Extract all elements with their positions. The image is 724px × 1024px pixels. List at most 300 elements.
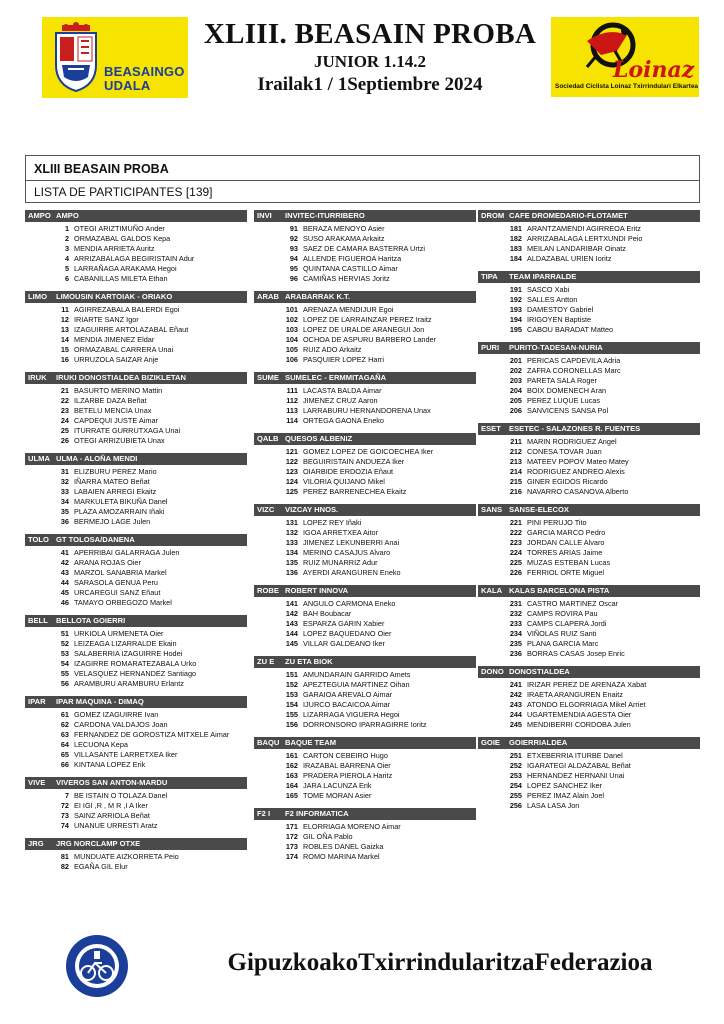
rider-number: 41: [60, 548, 69, 557]
rider-name: MARZOL SANABRIA Markel: [74, 568, 167, 577]
team-block: [25, 210, 247, 284]
rider-name: VILLASANTE LARRETXEA Iker: [74, 750, 178, 759]
rider-name: ALDAZABAL URIEN Ioritz: [527, 254, 612, 263]
rider-number: 141: [285, 599, 298, 608]
team-name: IPAR MAQUINA - DIMAQ: [56, 697, 144, 706]
rider-number: 26: [60, 436, 69, 445]
team-name: LIMOUSIN KARTOIAK - ORIAKO: [56, 292, 173, 301]
rider-name: FERNANDEZ DE GOROSTIZA MITXELE Aimar: [74, 730, 230, 739]
team-code: BAQU: [257, 738, 280, 747]
team-name: ULMA - ALOÑA MENDI: [56, 454, 138, 463]
rider-number: 154: [285, 700, 298, 709]
rider-name: MUNDUATE AIZKORRETA Peio: [74, 852, 179, 861]
rider-row: [478, 518, 700, 528]
team-block: [478, 585, 700, 659]
rider-name: IRIZAR PEREZ DE ARENAZA Xabat: [527, 680, 647, 689]
team-name: VIZCAY HNOS.: [285, 505, 339, 514]
rider-name: ESPARZA GARIN Xabier: [303, 619, 385, 628]
team-code: INVI: [257, 211, 272, 220]
rider-row: [25, 558, 247, 568]
rider-number: 162: [285, 761, 298, 770]
rider-row: [25, 750, 247, 760]
rider-row: [254, 315, 476, 325]
rider-row: [254, 518, 476, 528]
team-code: ARAB: [257, 292, 279, 301]
rider-row: [25, 588, 247, 598]
team-name: CAFE DROMEDARIO-FLOTAMET: [509, 211, 628, 220]
rider-name: CARTON CEBEIRO Hugo: [303, 751, 388, 760]
rider-number: 174: [285, 852, 298, 861]
rider-number: 164: [285, 781, 298, 790]
rider-name: IZAGUIRRE ARTOLAZABAL Eñaut: [74, 325, 189, 334]
rider-name: CASTRO MARTINEZ Oscar: [527, 599, 619, 608]
team-header: [254, 504, 476, 516]
rider-name: JORDAN CALLE Alvaro: [527, 538, 605, 547]
rider-name: ROBLES DANEL Gaizka: [303, 842, 384, 851]
rider-number: 64: [60, 740, 69, 749]
team-header: [254, 808, 476, 820]
rider-number: 195: [509, 325, 522, 334]
rider-number: 95: [289, 264, 298, 273]
rider-row: [478, 548, 700, 558]
rider-row: [25, 760, 247, 770]
rider-name: MENDIBERRI CORDOBA Julen: [527, 720, 631, 729]
rider-number: 122: [285, 457, 298, 466]
rider-name: ELORRIAGA MORENO Aimar: [303, 822, 401, 831]
rider-number: 73: [60, 811, 69, 820]
rider-row: [25, 396, 247, 406]
rider-row: [478, 356, 700, 366]
rider-row: [25, 517, 247, 527]
rider-name: PLAZA AMOZARRAIN Iñaki: [74, 507, 165, 516]
rider-name: PLANA GARCIA Marc: [527, 639, 599, 648]
right-logo-brand: Loinaz: [613, 57, 695, 83]
rider-row: [478, 437, 700, 447]
rider-name: SALABERRIA IZAGUIRRE Hodei: [74, 649, 183, 658]
rider-name: ARRIZABALAGA BEGIRISTAIN Adur: [74, 254, 195, 263]
rider-name: LACASTA BALDA Aimar: [303, 386, 382, 395]
team-code: DROM: [481, 211, 505, 220]
team-block: [478, 666, 700, 730]
race-category: JUNIOR 1.14.2: [314, 52, 426, 71]
rider-name: JIMENEZ CRUZ Aaron: [303, 396, 378, 405]
team-block: [254, 656, 476, 730]
rider-name: OIARBIDE ERDOZIA Eñaut: [303, 467, 394, 476]
rider-row: [25, 720, 247, 730]
rider-name: IÑARRA MATEO Beñat: [74, 477, 150, 486]
rider-row: [25, 477, 247, 487]
rider-number: 231: [509, 599, 522, 608]
team-header: [478, 423, 700, 435]
team-header: [478, 342, 700, 354]
rider-number: 216: [509, 487, 522, 496]
rider-number: 236: [509, 649, 522, 658]
rider-row: [254, 234, 476, 244]
coat-of-arms-icon: [48, 21, 104, 93]
rider-number: 106: [285, 355, 298, 364]
rider-number: 245: [509, 720, 522, 729]
team-block: [478, 423, 700, 497]
list-subtitle: LISTA DE PARTICIPANTES [139]: [34, 185, 213, 199]
rider-number: 114: [286, 416, 298, 425]
rider-number: 214: [509, 467, 522, 476]
rider-number: 203: [509, 376, 522, 385]
rider-row: [254, 254, 476, 264]
team-name: F2 INFORMATICA: [285, 809, 349, 818]
rider-name: RUIZ ADO Arkaitz: [303, 345, 362, 354]
rider-number: 222: [509, 528, 522, 537]
team-name: BELLOTA GOIERRI: [56, 616, 126, 625]
rider-row: [254, 538, 476, 548]
rider-number: 252: [509, 761, 522, 770]
rider-number: 155: [285, 710, 298, 719]
rider-row: [254, 852, 476, 862]
rider-number: 131: [285, 518, 298, 527]
team-name: PURITO-TADESAN-NURIA: [509, 343, 603, 352]
rider-row: [254, 720, 476, 730]
rider-number: 211: [510, 437, 522, 446]
rider-row: [478, 305, 700, 315]
rider-name: IRAZABAL BARRENA Oier: [303, 761, 391, 770]
rider-name: GARAIOA AREVALO Aimar: [303, 690, 393, 699]
rider-name: CAMPS ROVIRA Pau: [527, 609, 598, 618]
rider-row: [254, 771, 476, 781]
rider-number: 7: [64, 791, 69, 800]
rider-row: [25, 659, 247, 669]
rider-number: 12: [60, 315, 69, 324]
team-code: ESET: [481, 424, 501, 433]
rider-name: SAEZ DE CAMARA BASTERRA Urtzi: [303, 244, 426, 253]
rider-number: 82: [60, 862, 69, 871]
rider-number: 96: [289, 274, 298, 283]
rider-name: GARCIA MARCO Pedro: [527, 528, 606, 537]
team-code: F2 I: [257, 809, 271, 818]
rider-number: 243: [509, 700, 522, 709]
rider-name: DORRONSORO IPARRAGIRRE Ioritz: [303, 720, 427, 729]
rider-number: 91: [289, 224, 298, 233]
team-code: ROBE: [257, 586, 279, 595]
rider-row: [254, 467, 476, 477]
rider-number: 225: [509, 558, 522, 567]
rider-number: 125: [285, 487, 298, 496]
rider-row: [254, 396, 476, 406]
rider-number: 22: [60, 396, 69, 405]
rider-name: PRADERA PIEROLA Haritz: [303, 771, 393, 780]
rider-name: HERNANDEZ HERNANI Unai: [527, 771, 625, 780]
team-header: [25, 453, 247, 465]
rider-name: PEREZ LUQUE Lucas: [527, 396, 600, 405]
rider-name: URRUZOLA SAIZAR Anje: [74, 355, 159, 364]
rider-name: ORTEGA GAONA Eneko: [303, 416, 384, 425]
team-block: [478, 504, 700, 578]
rider-name: LEIZEAGA LIZARRALDE Ekain: [74, 639, 177, 648]
rider-number: 111: [286, 386, 298, 395]
rider-name: LARRAÑAGA ARAKAMA Hegoi: [74, 264, 177, 273]
rider-number: 23: [60, 406, 69, 415]
rider-name: VELASQUEZ HERNANDEZ Santiago: [74, 669, 197, 678]
rider-name: APERRIBAI GALARRAGA Julen: [74, 548, 180, 557]
rider-name: URCAREGUI SANZ Eñaut: [74, 588, 161, 597]
beasaingo-udala-logo: [42, 17, 188, 98]
rider-row: [25, 669, 247, 679]
rider-row: [254, 822, 476, 832]
rider-row: [25, 730, 247, 740]
team-block: [25, 291, 247, 365]
rider-name: LABAIEN ARREGI Ekaitz: [74, 487, 157, 496]
rider-row: [254, 751, 476, 761]
rider-row: [478, 751, 700, 761]
rider-name: CONESA TOVAR Juan: [527, 447, 602, 456]
rider-number: 202: [509, 366, 522, 375]
team-code: LIMO: [28, 292, 47, 301]
rider-name: MERINO CASAJUS Alvaro: [303, 548, 391, 557]
team-header: [254, 291, 476, 303]
rider-name: AGIRREZABALA BALERDI Egoi: [74, 305, 180, 314]
rider-row: [478, 254, 700, 264]
rider-number: 62: [60, 720, 69, 729]
team-header: [478, 585, 700, 597]
rider-row: [25, 355, 247, 365]
rider-row: [25, 710, 247, 720]
rider-row: [478, 528, 700, 538]
rider-number: 44: [60, 578, 69, 587]
team-code: GOIE: [481, 738, 500, 747]
rider-row: [25, 416, 247, 426]
rider-name: TAMAYO ORBEGOZO Markel: [74, 598, 172, 607]
rider-name: GIL OÑA Pablo: [303, 832, 353, 841]
rider-row: [254, 305, 476, 315]
rider-row: [254, 406, 476, 416]
rider-name: ITURRATE GURRUTXAGA Unai: [74, 426, 181, 435]
rider-name: BE ISTAIN O TOLAZA Danel: [74, 791, 168, 800]
rider-name: BETELU MENCIA Unax: [74, 406, 152, 415]
rider-number: 13: [60, 325, 69, 334]
team-block: [478, 210, 700, 264]
rider-number: 173: [285, 842, 298, 851]
rider-number: 4: [64, 254, 69, 263]
rider-name: UNANUE URRESTI Aratz: [74, 821, 158, 830]
rider-number: 153: [285, 690, 298, 699]
rider-number: 74: [60, 821, 69, 830]
rider-number: 251: [509, 751, 522, 760]
rider-row: [254, 457, 476, 467]
rider-name: SANVICENS SANSA Pol: [527, 406, 609, 415]
rider-row: [478, 487, 700, 497]
rider-row: [254, 224, 476, 234]
rider-row: [25, 598, 247, 608]
rider-name: LOPEZ SANCHEZ Iker: [527, 781, 603, 790]
rider-number: 14: [60, 335, 69, 344]
rider-row: [254, 680, 476, 690]
team-header: [478, 504, 700, 516]
team-name: GT TOLOSA/DANENA: [56, 535, 135, 544]
rider-row: [478, 639, 700, 649]
rider-name: MENDIA ARRIETA Auritz: [74, 244, 155, 253]
team-name: ARABARRAK K.T.: [285, 292, 350, 301]
rider-name: ARRIZABALAGA LERTXUNDI Peio: [527, 234, 643, 243]
team-code: IRUK: [28, 373, 47, 382]
rider-row: [478, 447, 700, 457]
team-block: [254, 504, 476, 578]
rider-row: [254, 629, 476, 639]
team-code: BELL: [28, 616, 48, 625]
rider-row: [254, 416, 476, 426]
team-header: [25, 777, 247, 789]
rider-number: 61: [60, 710, 69, 719]
rider-number: 53: [60, 649, 69, 658]
rider-name: SARASOLA GENUA Peru: [74, 578, 158, 587]
race-title: XLIII. BEASAIN PROBA: [203, 18, 537, 50]
team-code: SANS: [481, 505, 503, 514]
rider-name: GOMEZ LOPEZ DE GOICOECHEA Iker: [303, 447, 434, 456]
rider-number: 65: [60, 750, 69, 759]
rider-number: 113: [286, 406, 298, 415]
team-header: [254, 656, 476, 668]
right-logo-text: Sociedad Ciclista Loinaz Txirrindulari Elkartea: [555, 83, 699, 90]
race-date: Irailak1 / 1Septiembre 2024: [257, 74, 483, 95]
team-code: QALB: [257, 434, 279, 443]
rider-name: CAMIÑAS HERVIAS Joritz: [303, 274, 390, 283]
teams-column-2: [254, 210, 476, 869]
rider-number: 193: [509, 305, 522, 314]
rider-number: 224: [509, 548, 522, 557]
team-name: QUESOS ALBENIZ: [285, 434, 353, 443]
rider-row: [478, 396, 700, 406]
rider-number: 112: [286, 396, 298, 405]
rider-number: 55: [60, 669, 69, 678]
rider-name: OCHOA DE ASPURU BARBERO Lander: [303, 335, 437, 344]
rider-name: ROMO MARINA Markel: [303, 852, 380, 861]
rider-name: MEILAN LANDARIBAR Oinatz: [527, 244, 626, 253]
rider-name: BOIX DOMENECH Aran: [527, 386, 607, 395]
rider-number: 134: [285, 548, 298, 557]
team-block: [254, 291, 476, 365]
rider-row: [254, 244, 476, 254]
rider-name: ARENAZA MENDIJUR Egoi: [303, 305, 394, 314]
rider-name: RUIZ MUNARRIZ Adur: [303, 558, 378, 567]
rider-row: [478, 720, 700, 730]
rider-number: 81: [60, 852, 69, 861]
team-code: JRG: [28, 839, 44, 848]
team-code: SUME: [257, 373, 279, 382]
rider-number: 34: [60, 497, 69, 506]
team-code: KALA: [481, 586, 503, 595]
rider-row: [25, 548, 247, 558]
rider-row: [478, 325, 700, 335]
rider-name: PERICAS CAPDEVILA Adria: [527, 356, 621, 365]
team-block: [254, 210, 476, 284]
rider-row: [478, 234, 700, 244]
rider-name: ETXEBERRIA ITURBE Danel: [527, 751, 623, 760]
team-name: VIVEROS SAN ANTON-MARDU: [56, 778, 168, 787]
rider-row: [25, 852, 247, 862]
rider-number: 143: [285, 619, 298, 628]
rider-number: 42: [60, 558, 69, 567]
rider-number: 212: [509, 447, 522, 456]
team-header: [25, 372, 247, 384]
rider-name: ORMAZABAL CARRERA Unai: [74, 345, 174, 354]
rider-number: 25: [60, 426, 69, 435]
rider-row: [25, 254, 247, 264]
rider-row: [478, 690, 700, 700]
rider-name: IGARATEGI ALDAZABAL Beñat: [527, 761, 631, 770]
rider-number: 204: [509, 386, 522, 395]
rider-row: [478, 467, 700, 477]
rider-name: OTEGI ARRIZUBIETA Unax: [74, 436, 165, 445]
rider-name: TOME MORAN Asier: [303, 791, 372, 800]
rider-number: 241: [509, 680, 522, 689]
rider-name: LOPEZ DE LARRAINZAR PEREZ Iraitz: [303, 315, 432, 324]
rider-name: VILORIA QUIJANO Mikel: [303, 477, 385, 486]
rider-name: MARKULETA BIKUÑA Danel: [74, 497, 168, 506]
team-header: [25, 615, 247, 627]
team-block: [25, 696, 247, 770]
rider-row: [478, 538, 700, 548]
rider-name: GINER EGIDOS Ricardo: [527, 477, 608, 486]
team-name: SUMELEC - ERMMITAGAÑA: [285, 373, 387, 382]
rider-number: 51: [60, 629, 69, 638]
rider-row: [254, 355, 476, 365]
rider-number: 133: [285, 538, 298, 547]
rider-name: SAINZ ARRIOLA Beñat: [74, 811, 150, 820]
rider-name: VILLAR GALDEANO Iker: [303, 639, 385, 648]
team-name: ROBERT INNOVA: [285, 586, 349, 595]
rider-number: 2: [64, 234, 69, 243]
rider-row: [478, 599, 700, 609]
rider-number: 6: [64, 274, 69, 283]
rider-row: [25, 264, 247, 274]
rider-row: [25, 568, 247, 578]
team-name: GOIERRIALDEA: [509, 738, 568, 747]
rider-name: VIÑOLAS RUIZ Santi: [527, 629, 597, 638]
rider-row: [254, 690, 476, 700]
rider-name: CABANILLAS MILETA Ethan: [74, 274, 168, 283]
rider-number: 171: [285, 822, 298, 831]
rider-name: JIMENEZ LEKUNBERRI Anai: [303, 538, 400, 547]
team-block: [25, 453, 247, 527]
rider-name: PEREZ IMAZ Alain Joel: [527, 791, 605, 800]
footer-federation-name: GipuzkoakoTxirrindularitzaFederazioa: [227, 949, 653, 976]
rider-row: [254, 761, 476, 771]
rider-number: 192: [509, 295, 522, 304]
rider-number: 205: [509, 396, 522, 405]
rider-row: [254, 791, 476, 801]
rider-row: [478, 386, 700, 396]
rider-row: [478, 609, 700, 619]
rider-name: LECUONA Kepa: [74, 740, 128, 749]
rider-name: JARA LACUNZA Erik: [303, 781, 372, 790]
rider-name: EI IGI ,R , M R ,I A Iker: [74, 801, 148, 810]
rider-row: [25, 791, 247, 801]
rider-row: [254, 325, 476, 335]
rider-row: [478, 295, 700, 305]
rider-number: 215: [509, 477, 522, 486]
rider-row: [478, 285, 700, 295]
team-block: [254, 433, 476, 497]
rider-number: 145: [285, 639, 298, 648]
rider-row: [254, 477, 476, 487]
rider-row: [254, 639, 476, 649]
rider-row: [25, 335, 247, 345]
rider-row: [254, 710, 476, 720]
rider-row: [254, 599, 476, 609]
rider-row: [25, 315, 247, 325]
team-code: TIPA: [481, 272, 498, 281]
rider-row: [25, 578, 247, 588]
team-name: ZU ETA BIOK: [285, 657, 333, 666]
team-code: PURI: [481, 343, 500, 352]
rider-name: PEREZ BARRENECHEA Ekaitz: [303, 487, 407, 496]
